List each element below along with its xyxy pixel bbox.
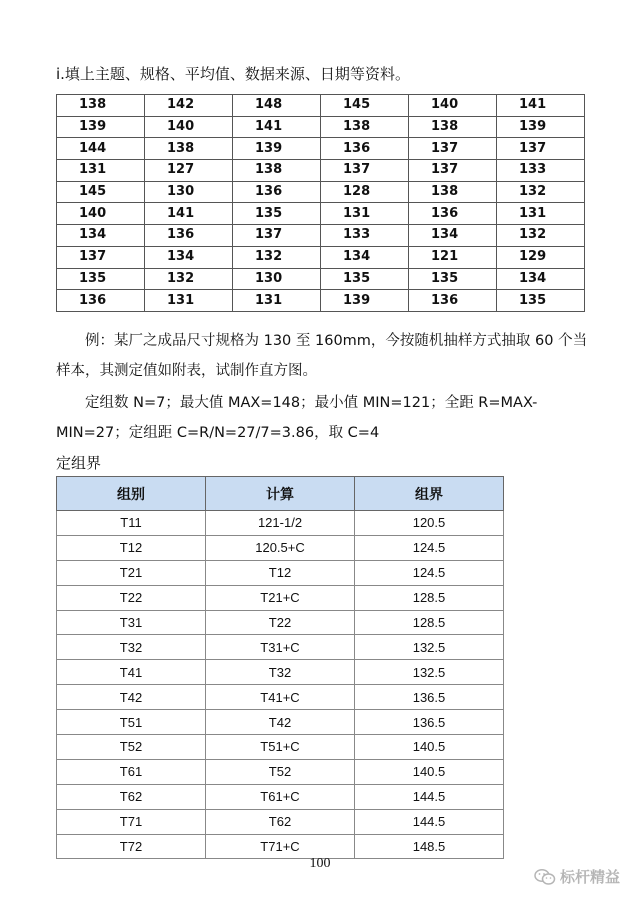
table-cell: 145 — [321, 95, 409, 117]
table-cell: 144.5 — [355, 784, 504, 809]
table-row — [57, 635, 504, 660]
table-cell: T31+C — [206, 635, 355, 660]
table-cell: 131 — [233, 290, 321, 312]
table-cell: 138 — [57, 95, 145, 117]
raw-data-table — [56, 94, 585, 312]
table-cell: T41 — [57, 660, 206, 685]
table-row — [57, 660, 504, 685]
table-row — [57, 585, 504, 610]
table-cell: 136 — [233, 181, 321, 203]
table-cell: 128.5 — [355, 610, 504, 635]
column-header: 组别 — [57, 477, 206, 511]
table-cell: 142 — [145, 95, 233, 117]
table-cell: 132 — [233, 246, 321, 268]
table-cell: 141 — [145, 203, 233, 225]
table-cell: 127 — [145, 160, 233, 182]
table-cell: T62 — [206, 809, 355, 834]
table-cell: 132.5 — [355, 660, 504, 685]
table-cell: 148.5 — [355, 834, 504, 859]
table-cell: 132 — [145, 268, 233, 290]
table-cell: T52 — [206, 759, 355, 784]
table-cell: T52 — [57, 735, 206, 760]
table-cell: 139 — [233, 138, 321, 160]
table-cell: 120.5 — [355, 511, 504, 536]
table-row — [57, 560, 504, 585]
table-row — [57, 160, 585, 182]
column-header: 计算 — [206, 477, 355, 511]
table-cell: 145 — [57, 181, 145, 203]
table-cell: 139 — [497, 116, 585, 138]
table-cell: 138 — [409, 181, 497, 203]
table-cell: 140 — [409, 95, 497, 117]
table-cell: 136.5 — [355, 710, 504, 735]
table-row — [57, 181, 585, 203]
table-cell: 134 — [497, 268, 585, 290]
table-row — [57, 685, 504, 710]
table-cell: T62 — [57, 784, 206, 809]
table-cell: 135 — [321, 268, 409, 290]
table-cell: 141 — [233, 116, 321, 138]
wechat-icon — [534, 868, 556, 886]
table-cell: 135 — [57, 268, 145, 290]
table-row — [57, 290, 585, 312]
table-cell: 133 — [321, 225, 409, 247]
table-cell: 137 — [409, 160, 497, 182]
table-cell: 128 — [321, 181, 409, 203]
table-cell: T51+C — [206, 735, 355, 760]
table-cell: 138 — [233, 160, 321, 182]
table-row — [57, 759, 504, 784]
table-row — [57, 138, 585, 160]
example-paragraph: 例：某厂之成品尺寸规格为 130 至 160mm，今按随机抽样方式抽取 60 个当样本，其测定值如附表，试制作直方图。 — [56, 333, 588, 379]
table-cell: T21+C — [206, 585, 355, 610]
column-header: 组界 — [355, 477, 504, 511]
table-cell: 136 — [409, 203, 497, 225]
table-cell: T61 — [57, 759, 206, 784]
table-cell: 139 — [57, 116, 145, 138]
table-cell: 136 — [409, 290, 497, 312]
table-row — [57, 535, 504, 560]
table-cell: 131 — [321, 203, 409, 225]
table-cell: 136 — [321, 138, 409, 160]
table-cell: 140 — [57, 203, 145, 225]
table-cell: 129 — [497, 246, 585, 268]
table-cell: 144.5 — [355, 809, 504, 834]
section-title: 定组界 — [56, 454, 102, 472]
table-row — [57, 784, 504, 809]
table-row — [57, 116, 585, 138]
table-cell: T12 — [57, 535, 206, 560]
table-row — [57, 203, 585, 225]
table-cell: T22 — [57, 585, 206, 610]
table-cell: 134 — [57, 225, 145, 247]
table-cell: 124.5 — [355, 535, 504, 560]
table-cell: 131 — [57, 160, 145, 182]
table-cell: 140 — [145, 116, 233, 138]
table-cell: 137 — [57, 246, 145, 268]
table-cell: 130 — [145, 181, 233, 203]
table-cell: 120.5+C — [206, 535, 355, 560]
table-cell: 131 — [145, 290, 233, 312]
table-cell: T42 — [206, 710, 355, 735]
table-cell: T31 — [57, 610, 206, 635]
table-cell: T42 — [57, 685, 206, 710]
table-row — [57, 95, 585, 117]
table-cell: 137 — [409, 138, 497, 160]
table-cell: T11 — [57, 511, 206, 536]
table-cell: 132.5 — [355, 635, 504, 660]
table-cell: 138 — [145, 138, 233, 160]
table-cell: 136 — [57, 290, 145, 312]
table-cell: T72 — [57, 834, 206, 859]
table-cell: 136.5 — [355, 685, 504, 710]
table-cell: 131 — [497, 203, 585, 225]
table-cell: T51 — [57, 710, 206, 735]
table-cell: 130 — [233, 268, 321, 290]
table-cell: 134 — [409, 225, 497, 247]
table-cell: 121-1/2 — [206, 511, 355, 536]
table-cell: T71+C — [206, 834, 355, 859]
table-cell: 135 — [409, 268, 497, 290]
table-row — [57, 610, 504, 635]
group-boundary-table — [56, 476, 504, 859]
table-cell: 141 — [497, 95, 585, 117]
table-cell: 140.5 — [355, 735, 504, 760]
table-cell: 135 — [233, 203, 321, 225]
table-cell: 132 — [497, 181, 585, 203]
table-cell: T32 — [206, 660, 355, 685]
table-row — [57, 246, 585, 268]
table-cell: 132 — [497, 225, 585, 247]
table-cell: T21 — [57, 560, 206, 585]
table-header-row — [57, 477, 504, 511]
table-cell: T32 — [57, 635, 206, 660]
table-cell: T12 — [206, 560, 355, 585]
table-cell: 137 — [233, 225, 321, 247]
table-cell: 128.5 — [355, 585, 504, 610]
table-row — [57, 225, 585, 247]
table-row — [57, 710, 504, 735]
table-cell: 133 — [497, 160, 585, 182]
table-cell: 137 — [497, 138, 585, 160]
table-cell: 148 — [233, 95, 321, 117]
table-row — [57, 268, 585, 290]
table-cell: T61+C — [206, 784, 355, 809]
table-cell: T22 — [206, 610, 355, 635]
page-number: 100 — [309, 856, 331, 871]
table-cell: 134 — [145, 246, 233, 268]
table-cell: 140.5 — [355, 759, 504, 784]
table-row — [57, 735, 504, 760]
table-cell: 144 — [57, 138, 145, 160]
table-cell: 137 — [321, 160, 409, 182]
table-cell: 136 — [145, 225, 233, 247]
watermark-text: 标杆精益 — [559, 868, 620, 886]
table-cell: 139 — [321, 290, 409, 312]
table-row — [57, 511, 504, 536]
table-cell: 135 — [497, 290, 585, 312]
table-cell: T41+C — [206, 685, 355, 710]
table-row — [57, 809, 504, 834]
table-cell: T71 — [57, 809, 206, 834]
table-cell: 124.5 — [355, 560, 504, 585]
page-heading: i.填上主题、规格、平均值、数据来源、日期等资料。 — [56, 65, 410, 83]
group-count-paragraph: 定组数 N=7；最大值 MAX=148；最小值 MIN=121；全距 R=MAX-MIN=27；定组距 C=R/N=27/7=3.86，取 C=4 — [56, 395, 538, 441]
table-cell: 138 — [409, 116, 497, 138]
table-cell: 134 — [321, 246, 409, 268]
watermark — [534, 866, 620, 887]
table-cell: 121 — [409, 246, 497, 268]
table-cell: 138 — [321, 116, 409, 138]
